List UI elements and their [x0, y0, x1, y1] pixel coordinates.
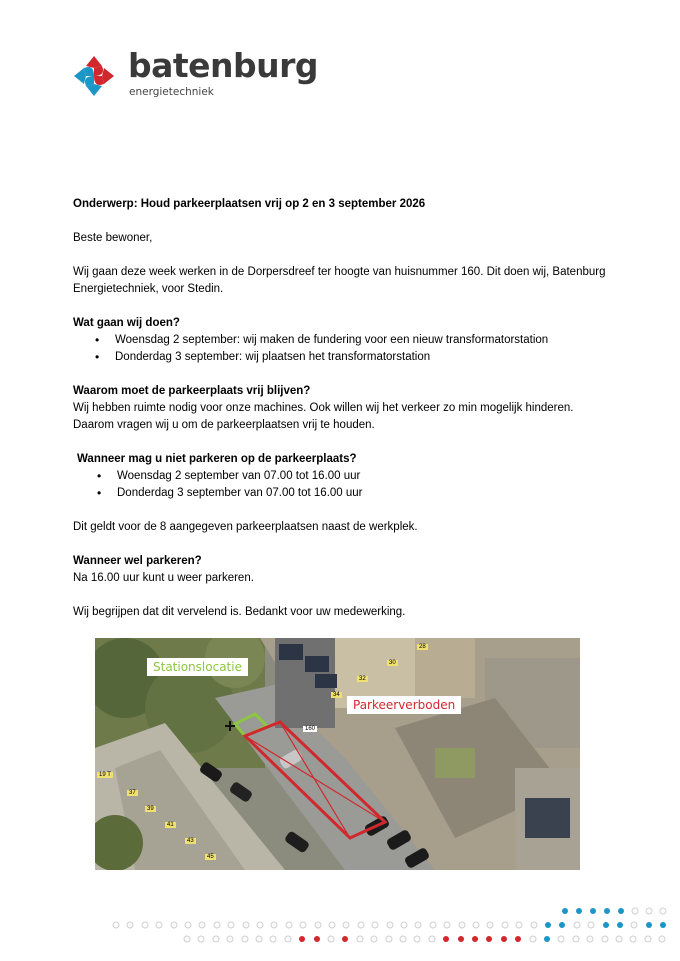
section-title-when: Wanneer wel parkeren? — [73, 555, 202, 567]
house-number-label: 41 — [167, 822, 174, 828]
decorative-dot — [444, 922, 450, 928]
letter-body — [73, 196, 613, 621]
decorative-dot — [458, 936, 464, 942]
station-location-label: Stationslocatie — [147, 658, 248, 676]
decorative-dot — [630, 936, 636, 942]
decorative-dot — [401, 922, 407, 928]
decorative-dot — [329, 922, 335, 928]
decorative-dot — [285, 936, 291, 942]
decorative-dot — [299, 936, 305, 942]
decorative-dot — [516, 922, 522, 928]
house-number-label: 32 — [359, 676, 366, 682]
when-text: Na 16.00 uur kunt u weer parkeren. — [73, 572, 254, 584]
decorative-dot — [473, 922, 479, 928]
section-title-when-not: Wanneer mag u niet parkeren op de parkeerplaats? — [77, 453, 357, 465]
logo-subtitle: energietechniek — [129, 86, 214, 98]
decorative-dot — [602, 936, 608, 942]
decorative-dot — [343, 922, 349, 928]
decorative-dot — [502, 922, 508, 928]
house-number-label: 43 — [187, 838, 194, 844]
list-item: • Woensdag 2 september: wij maken de fundering voor een nieuw transformatorstation — [115, 332, 613, 349]
house-number-label: 39 — [147, 806, 154, 812]
parking-prohibited-label: Parkeerverboden — [347, 696, 461, 714]
letter-subject: Onderwerp: Houd parkeerplaatsen vrij op 2 en 3 september 2026 — [73, 198, 426, 210]
why-text-2: Daarom vragen wij u om de parkeerplaatsen vrij te houden. — [73, 419, 375, 431]
decorative-dot — [315, 922, 321, 928]
decorative-dot — [171, 922, 177, 928]
aerial-photo — [95, 638, 580, 870]
decorative-dot — [184, 936, 190, 942]
decorative-dot — [603, 922, 609, 928]
logo-wordmark: batenburg — [128, 46, 319, 85]
decorative-dot — [429, 936, 435, 942]
decorative-dot — [371, 936, 377, 942]
decorative-dot — [587, 936, 593, 942]
closing-text: Wij begrijpen dat dit vervelend is. Bedankt voor uw medewerking. — [73, 606, 406, 618]
decorative-dot — [472, 936, 478, 942]
decorative-dot — [645, 936, 651, 942]
house-number-label: 30 — [389, 660, 396, 666]
house-number-label: 19 T — [99, 772, 111, 778]
applies-text: Dit geldt voor de 8 aangegeven parkeerplaatsen naast de werkplek. — [73, 521, 418, 533]
decorative-dot — [414, 936, 420, 942]
when-not-list — [73, 468, 613, 502]
decorative-dot — [257, 922, 263, 928]
decorative-dot — [588, 922, 594, 928]
decorative-dot — [659, 936, 665, 942]
what-list — [73, 332, 613, 366]
house-number-label: 37 — [129, 790, 136, 796]
decorative-dot — [486, 936, 492, 942]
logo-mark-icon — [72, 54, 116, 98]
decorative-dot — [515, 936, 521, 942]
decorative-dot — [544, 936, 550, 942]
decorative-dot — [415, 922, 421, 928]
decorative-dot — [214, 922, 220, 928]
letter-intro: Wij gaan deze week werken in de Dorpersdreef ter hoogte van huisnummer 160. Dit doen wij, Batenburg Energietechniek, voor Stedin. — [73, 266, 606, 295]
decorative-dot — [574, 922, 580, 928]
decorative-dot — [243, 922, 249, 928]
decorative-dot — [530, 936, 536, 942]
company-logo — [72, 46, 319, 104]
house-number-label: 34 — [333, 692, 340, 698]
decorative-dot — [328, 936, 334, 942]
decorative-dot — [113, 922, 119, 928]
house-number-label: 160 — [305, 726, 316, 732]
decorative-dot — [342, 936, 348, 942]
decorative-dot — [646, 922, 652, 928]
decorative-dot — [286, 922, 292, 928]
decorative-dot-pattern — [0, 900, 680, 950]
decorative-dot — [618, 908, 624, 914]
decorative-dot — [660, 908, 666, 914]
decorative-dot — [300, 922, 306, 928]
decorative-dot — [213, 936, 219, 942]
decorative-dot — [501, 936, 507, 942]
decorative-dot — [256, 936, 262, 942]
decorative-dot — [459, 922, 465, 928]
why-text-1: Wij hebben ruimte nodig voor onze machines. Ook willen wij het verkeer zo min mogelijk hinderen. — [73, 402, 574, 414]
decorative-dot — [545, 922, 551, 928]
decorative-dot — [632, 908, 638, 914]
decorative-dot — [573, 936, 579, 942]
decorative-dot — [185, 922, 191, 928]
decorative-dot — [604, 908, 610, 914]
list-item: • Donderdag 3 september: wij plaatsen het transformatorstation — [115, 349, 613, 366]
decorative-dot — [198, 936, 204, 942]
decorative-dot — [531, 922, 537, 928]
list-item: • Donderdag 3 september van 07.00 tot 16.00 uur — [117, 485, 613, 502]
decorative-dot — [487, 922, 493, 928]
decorative-dot — [358, 922, 364, 928]
decorative-dot — [142, 922, 148, 928]
decorative-dot — [430, 922, 436, 928]
decorative-dot — [357, 936, 363, 942]
decorative-dot — [227, 936, 233, 942]
decorative-dot — [558, 936, 564, 942]
decorative-dot — [270, 936, 276, 942]
decorative-dot — [562, 908, 568, 914]
decorative-dot — [386, 936, 392, 942]
decorative-dot — [400, 936, 406, 942]
list-item: • Woensdag 2 september van 07.00 tot 16.00 uur — [117, 468, 613, 485]
decorative-dot — [387, 922, 393, 928]
decorative-dot — [242, 936, 248, 942]
decorative-dot — [631, 922, 637, 928]
decorative-dot — [127, 922, 133, 928]
section-title-what: Wat gaan wij doen? — [73, 317, 180, 329]
decorative-dot — [590, 908, 596, 914]
house-number-label: 28 — [419, 644, 426, 650]
section-title-why: Waarom moet de parkeerplaats vrij blijven? — [73, 385, 311, 397]
decorative-dot — [156, 922, 162, 928]
house-number-label: 45 — [207, 854, 214, 860]
decorative-dot — [199, 922, 205, 928]
decorative-dot — [576, 908, 582, 914]
decorative-dot — [443, 936, 449, 942]
decorative-dot — [271, 922, 277, 928]
decorative-dot — [646, 908, 652, 914]
decorative-dot — [228, 922, 234, 928]
decorative-dot — [617, 922, 623, 928]
letter-greeting: Beste bewoner, — [73, 232, 153, 244]
decorative-dot — [314, 936, 320, 942]
decorative-dot — [372, 922, 378, 928]
decorative-dot — [616, 936, 622, 942]
decorative-dot — [660, 922, 666, 928]
decorative-dot — [559, 922, 565, 928]
